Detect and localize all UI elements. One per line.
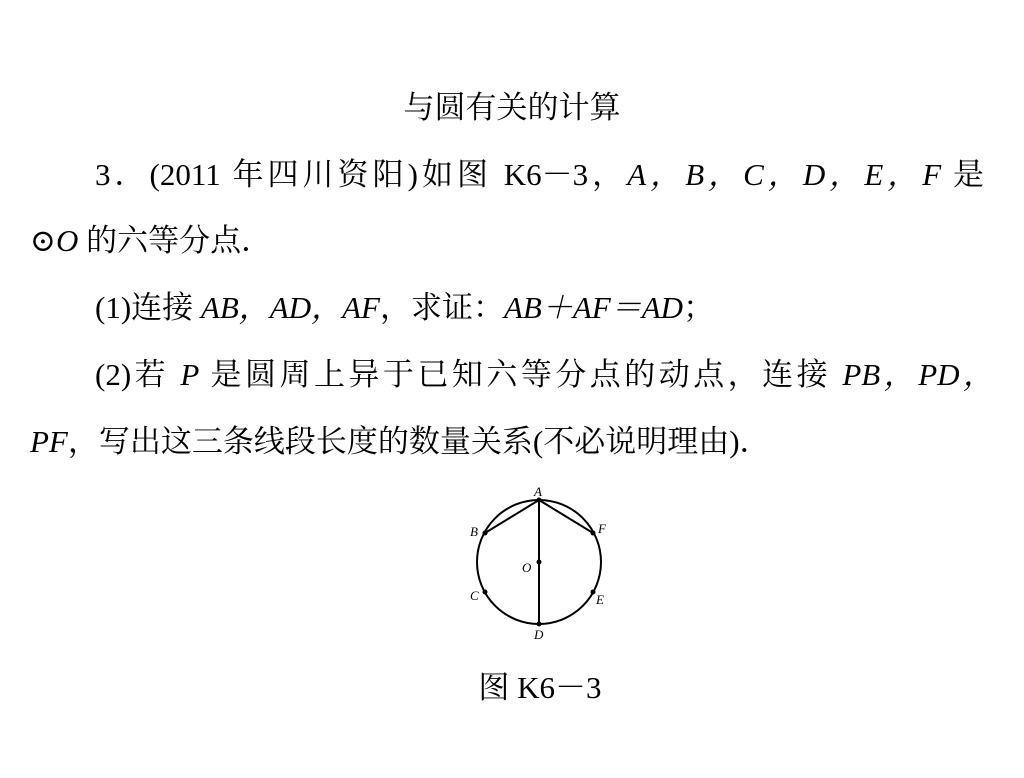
point-f: [591, 531, 596, 536]
part2-prefix: (2)若: [95, 357, 181, 392]
segment-af: [539, 500, 593, 533]
problem-line-1: [95, 155, 984, 195]
point-o: [537, 560, 542, 565]
problem-source: (2011 年四川资阳): [149, 157, 418, 192]
label-d: D: [534, 627, 544, 642]
part-2-line-2: [30, 422, 994, 462]
label-a: A: [534, 484, 542, 499]
label-e: E: [596, 592, 604, 607]
part1-end: ；: [683, 290, 715, 325]
part2-lines-b: PF: [30, 424, 68, 459]
problem-stem-tail: 的六等分点．: [78, 223, 273, 258]
part2-end: ，写出这三条线段长度的数量关系(不必说明理由)．: [67, 424, 771, 459]
problem-number: 3．: [95, 157, 150, 192]
part1-mid: ，求证：: [379, 290, 504, 325]
part1-prefix: (1)连接: [95, 290, 201, 325]
problem-line-2: [30, 221, 994, 261]
problem-stem-end: 是: [941, 157, 985, 192]
part-2-line-1: [95, 355, 994, 395]
part2-point: P: [180, 357, 200, 392]
point-c: [483, 590, 488, 595]
point-e: [591, 590, 596, 595]
label-b: B: [470, 524, 478, 539]
problem-points: A，B，C，D，E，F: [627, 157, 942, 192]
problem-stem: 如图 K6－3，: [417, 157, 628, 192]
part2-mid: 是圆周上异于已知六等分点的动点，连接: [199, 357, 843, 392]
part2-lines-a: PB，PD，: [842, 357, 994, 392]
figure-caption: 图 K6－3: [478, 670, 602, 705]
point-d: [537, 622, 542, 627]
label-o: O: [522, 560, 532, 575]
circle-diagram: [450, 478, 630, 648]
page-title: 与圆有关的计算: [403, 90, 621, 126]
segment-ab: [485, 500, 539, 533]
part1-lines: AB，AD，AF: [200, 290, 380, 325]
point-b: [483, 531, 488, 536]
label-c: C: [470, 588, 479, 603]
part-1: [95, 288, 1024, 328]
label-f: F: [598, 521, 606, 536]
part1-equation: AB＋AF＝AD: [503, 290, 684, 325]
geometry-figure: [450, 478, 630, 648]
circle-symbol: ⊙O: [30, 223, 79, 258]
